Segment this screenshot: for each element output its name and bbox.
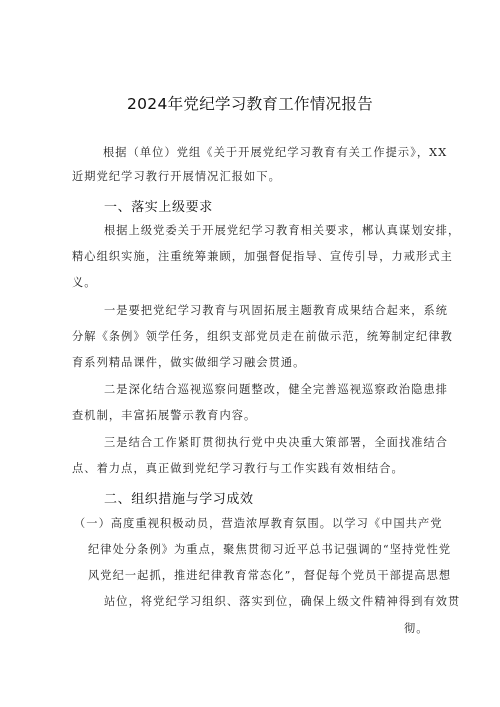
text-line: 近期党纪学习教行开展情况汇报如下。: [72, 170, 281, 183]
document-title: 2024年党纪学习教育工作情况报告: [126, 95, 374, 113]
text-line: （一）高度重视积极动员，营造浓厚教育氛围。以学习《中国共产党: [74, 517, 443, 530]
text-line: 站位，将党纪学习组织、落实到位，确保上级文件精神得到有效贯: [104, 595, 461, 608]
text-line: 彻。: [404, 622, 429, 635]
text-line: 分解《条例》领学任务，组织支部党员走在前做示范，统筹制定纪律教: [72, 330, 453, 343]
text-line: 根据上级党委关于开展党纪学习教育相关要求，郴认真谋划安排，: [104, 224, 461, 237]
text-line: 育系列精品课件，做实做细学习融会贯通。: [72, 356, 306, 369]
section-heading: 二、组织措施与学习成效: [104, 492, 254, 507]
text-line: 点、着力点，真正做到党纪学习教行与工作实践有效相结合。: [72, 462, 404, 475]
text-line: 精心组织实施，注重统筹兼顾，加强督促指导、宣传引导，力戒形式主: [72, 250, 453, 263]
section-heading: 一、落实上级要求: [104, 200, 213, 215]
text-line: 一是要把党纪学习教育与巩固拓展主题教育成果结合起来，系统: [104, 304, 449, 317]
text-line: 风党纪一起抓，推进纪律教育常态化”，督促每个党员干部提高思想: [88, 569, 452, 582]
text-line: 三是结合工作紧盯贯彻执行党中央决重大策部署，全面找准结合: [104, 436, 449, 449]
text-line: 查机制，丰富拓展警示教育内容。: [72, 409, 257, 422]
text-line: 二是深化结合巡视巡察问题整改，健全完善巡视巡察政治隐患排: [104, 383, 449, 396]
text-line: 根据（单位）党组《关于开展党纪学习教育有关工作提示》，XX: [103, 146, 448, 159]
text-line: 义。: [72, 276, 97, 289]
text-line: 纪律处分条例》为重点，聚焦贯彻习近平总书记强调的“坚持党性党: [88, 543, 452, 556]
